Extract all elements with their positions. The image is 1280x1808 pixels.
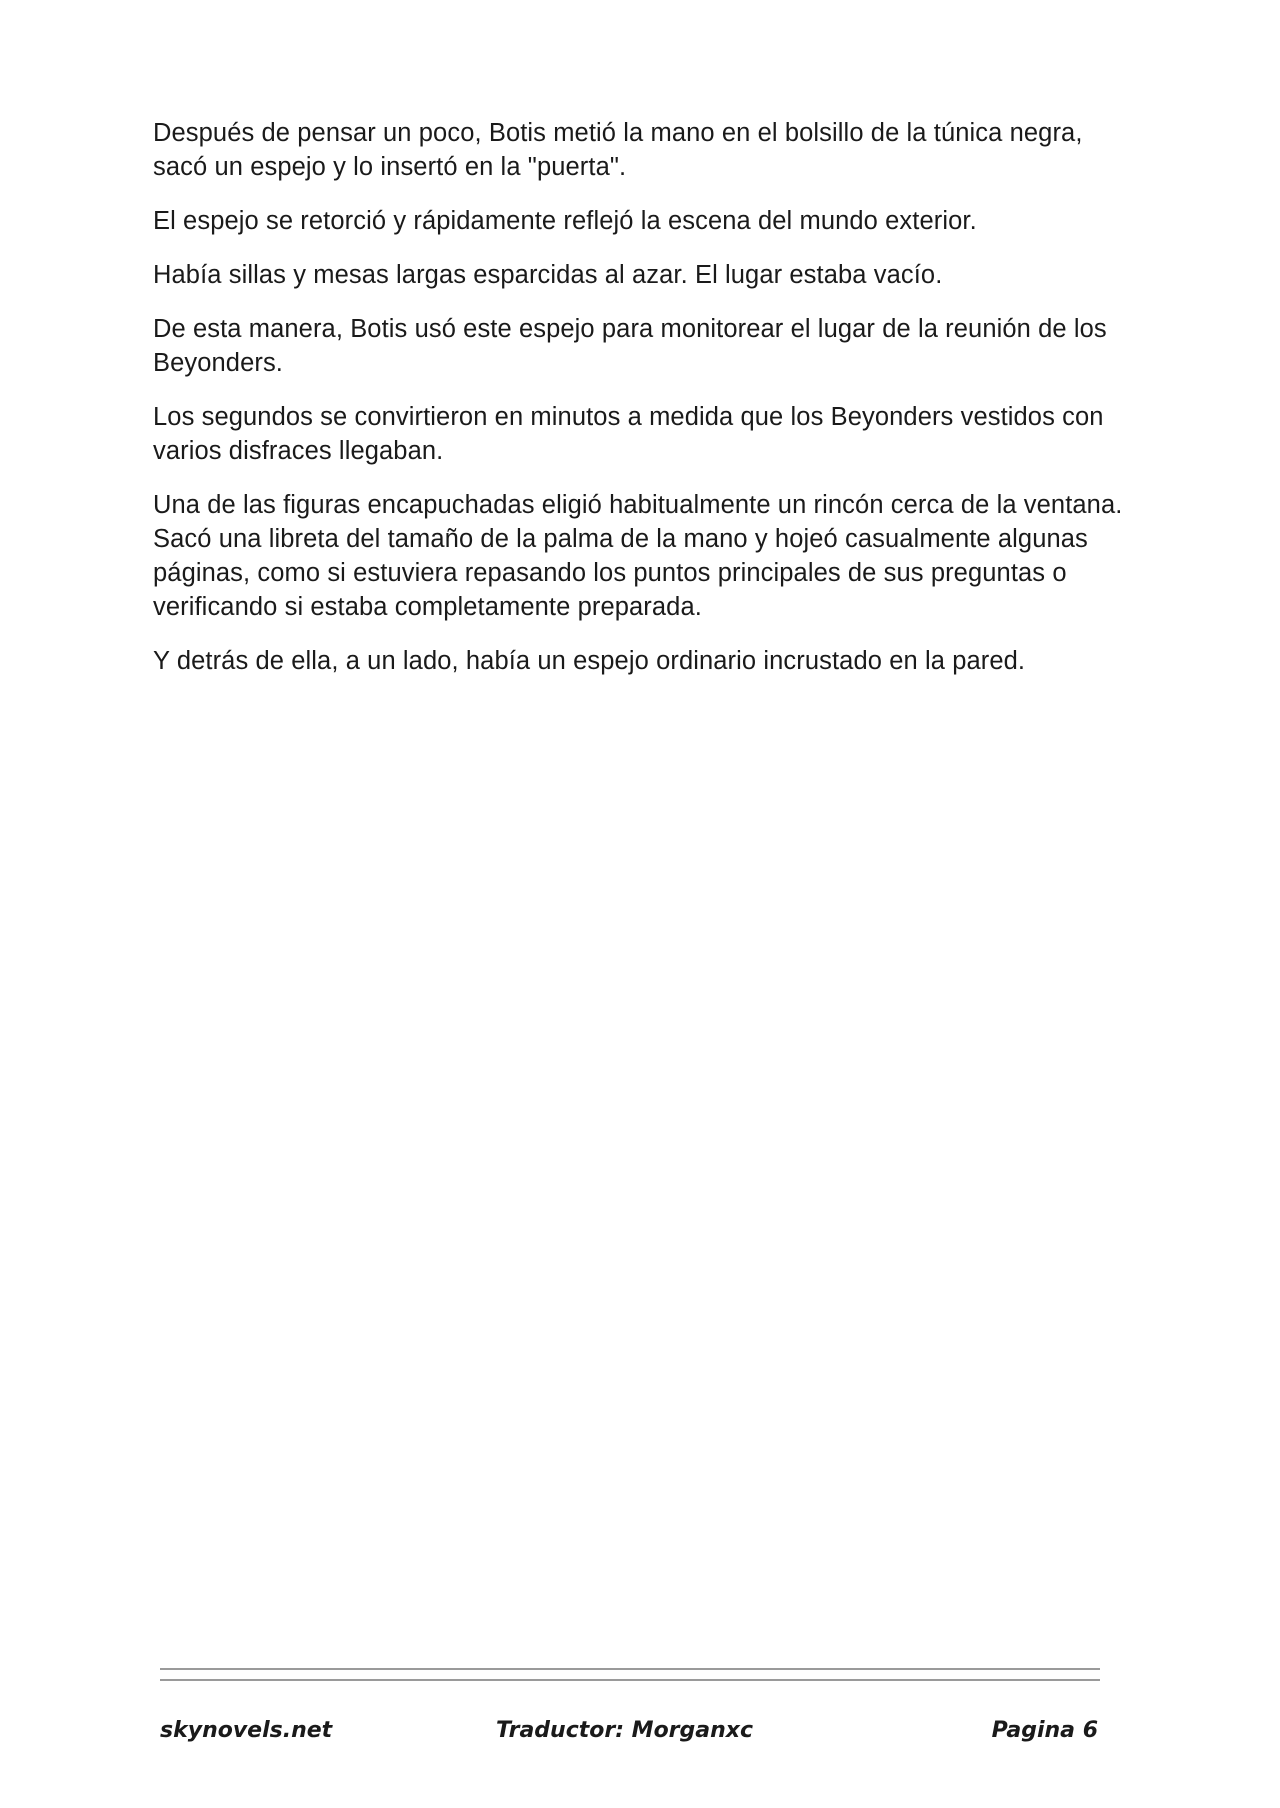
paragraph-2: El espejo se retorció y rápidamente reflejó la escena del mundo exterior. [153, 207, 977, 235]
footer-divider-bottom [160, 1679, 1100, 1681]
footer-site: skynovels.net [160, 1718, 333, 1743]
footer-page-number: Pagina 6 [991, 1718, 1098, 1743]
paragraph-6: Una de las figuras encapuchadas eligió habitualmente un rincón cerca de la ventana. Sacó una libreta del tamaño de la palma de la mano y hojeó casualmente algunas páginas, como si estuviera repasando los puntos principales de sus preguntas o verificando si estaba completamente preparada. [153, 491, 1123, 621]
paragraph-1: Después de pensar un poco, Botis metió la mano en el bolsillo de la túnica negra, sacó un espejo y lo insertó en la "puerta". [153, 119, 1083, 181]
page-body [153, 116, 1133, 698]
footer-divider-top [160, 1668, 1100, 1670]
paragraph-4: De esta manera, Botis usó este espejo para monitorear el lugar de la reunión de los Beyonders. [153, 315, 1107, 377]
paragraph-5: Los segundos se convirtieron en minutos a medida que los Beyonders vestidos con varios disfraces llegaban. [153, 403, 1104, 465]
footer-translator: Traductor: Morganxc [496, 1718, 754, 1743]
paragraph-7: Y detrás de ella, a un lado, había un espejo ordinario incrustado en la pared. [153, 647, 1026, 675]
paragraph-3: Había sillas y mesas largas esparcidas al azar. El lugar estaba vacío. [153, 261, 943, 289]
